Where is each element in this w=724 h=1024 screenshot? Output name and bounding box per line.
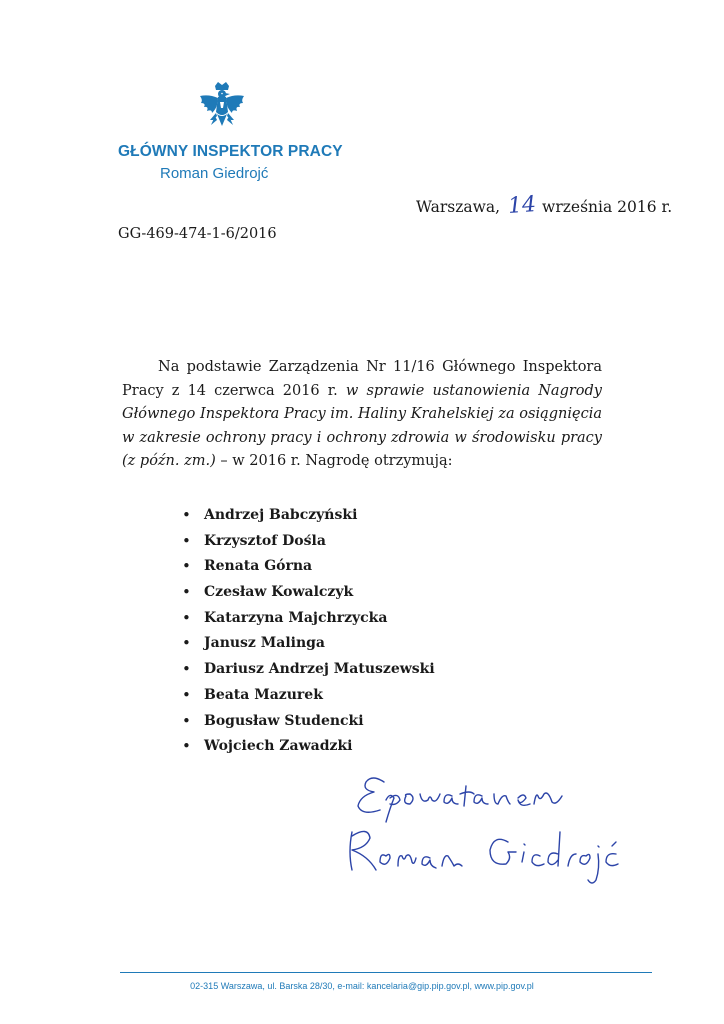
list-item: • Janusz Malinga [182, 633, 435, 659]
date-day-handwritten: 14 [507, 192, 537, 219]
body-part2-italic: w sprawie ustanowienia Nagrody Głównego Inspektora Pracy im. Haliny Krahelskiej za osiągnięcia w zakresie ochrony pracy i ochrony zdrowia w środowisku pracy (z późn. zm.) [122, 382, 602, 469]
list-item: • Renata Górna [182, 556, 435, 582]
polish-eagle-icon [197, 80, 247, 136]
date-month-year: września 2016 r. [542, 198, 673, 216]
date-city: Warszawa, [416, 198, 501, 216]
footer-divider [120, 972, 652, 973]
organization-name: GŁÓWNY INSPEKTOR PRACY [118, 143, 343, 160]
list-item: • Beata Mazurek [182, 685, 435, 711]
list-item: • Wojciech Zawadzki [182, 736, 435, 762]
list-item: • Krzysztof Dośla [182, 531, 435, 557]
body-paragraph [122, 356, 602, 474]
recipient-list [182, 505, 435, 762]
body-part3: – w 2016 r. Nagrodę otrzymują: [220, 453, 453, 469]
handwritten-signature [340, 762, 630, 892]
letterhead-person-name: Roman Giedrojć [160, 165, 269, 182]
list-item: • Andrzej Babczyński [182, 505, 435, 531]
body-part1: Na podstawie Zarządzenia Nr 11/16 Głównego Inspektora Pracy z 14 czerwca 2016 r. [122, 359, 602, 399]
footer-address: 02-315 Warszawa, ul. Barska 28/30, e-mail: kancelaria@gip.pip.gov.pl, www.pip.gov.pl [190, 981, 534, 991]
reference-number: GG-469-474-1-6/2016 [118, 226, 277, 242]
list-item: • Katarzyna Majchrzycka [182, 608, 435, 634]
list-item: • Bogusław Studencki [182, 711, 435, 737]
list-item: • Dariusz Andrzej Matuszewski [182, 659, 435, 685]
list-item: • Czesław Kowalczyk [182, 582, 435, 608]
date-line [416, 193, 672, 218]
